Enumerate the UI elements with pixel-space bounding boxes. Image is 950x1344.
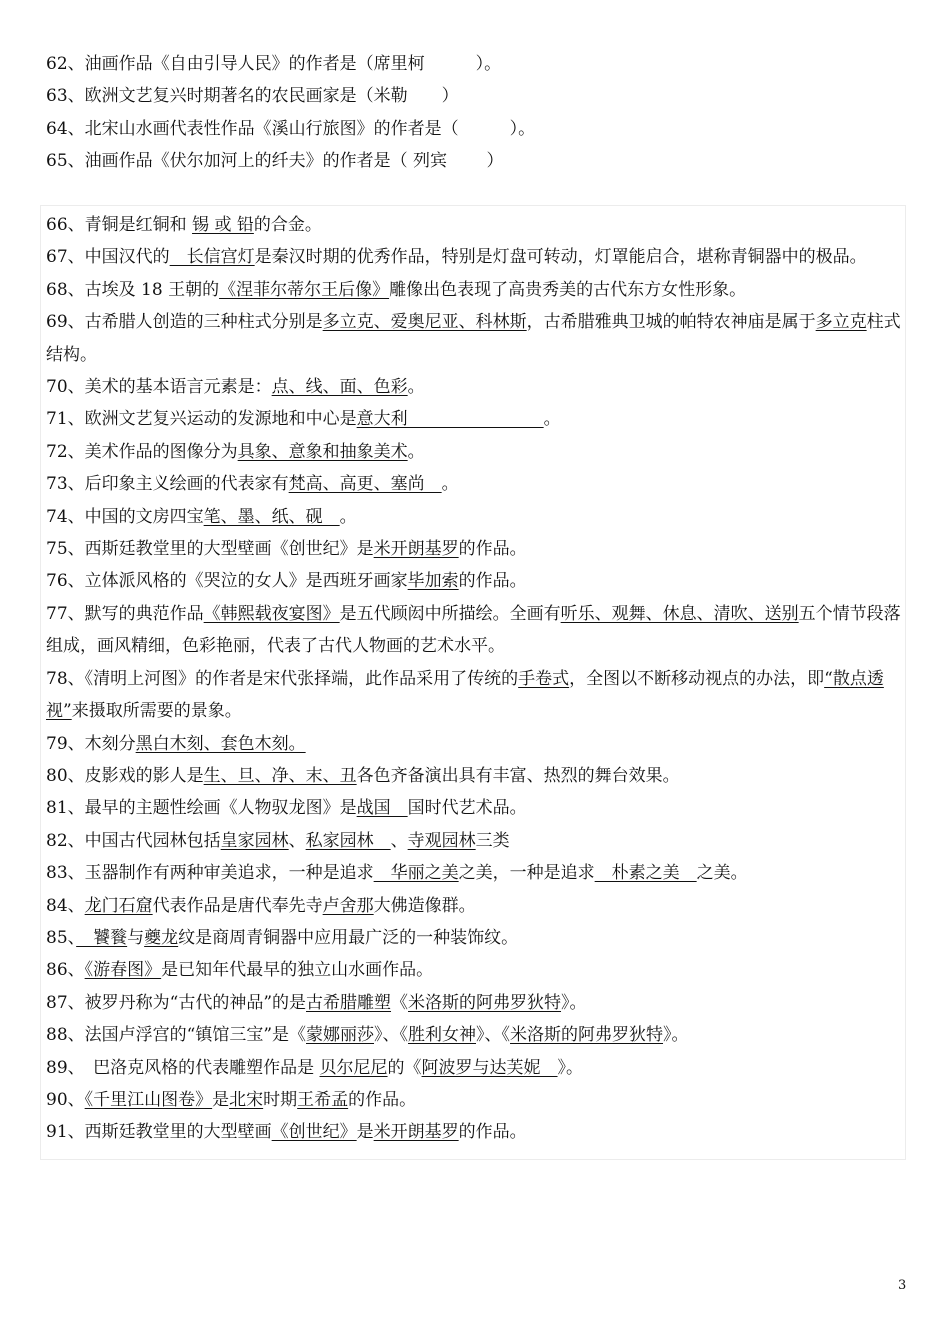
- answer-text: 寺观园林: [407, 830, 476, 851]
- question-text: 。: [543, 409, 561, 430]
- question-text: 雕像出色表现了高贵秀美的古代东方女性形象。: [389, 279, 747, 300]
- question-text: 71、欧洲文艺复兴运动的发源地和中心是: [46, 409, 357, 430]
- question-text: 86、: [46, 960, 85, 981]
- answer-text: 阿波罗与达芙妮: [421, 1057, 558, 1078]
- question-text: 》、《: [374, 1025, 409, 1046]
- question-line: [46, 598, 901, 663]
- question-line: [46, 890, 901, 922]
- question-line: [46, 792, 901, 824]
- question-line: [46, 241, 901, 273]
- question-line: [46, 663, 901, 728]
- question-text: 90、: [46, 1089, 85, 1110]
- question-text: 。: [407, 441, 425, 462]
- question-text: 66、青铜是红铜和: [46, 215, 193, 235]
- question-line: [46, 565, 901, 597]
- answer-text: 米开朗基罗: [373, 539, 459, 560]
- question-line: [46, 728, 901, 760]
- question-text: 三类: [475, 830, 510, 851]
- question-text: 是: [356, 1122, 374, 1143]
- question-text: 是五代顾闳中所描绘。全画有: [339, 603, 561, 624]
- question-text: 的作品。: [458, 539, 527, 560]
- question-line: 65、油画作品《伏尔加河上的纤夫》的作者是（ 列宾 ）: [46, 151, 504, 172]
- question-text: ，古希腊雅典卫城的帕特农神庙是属于: [526, 312, 816, 333]
- question-text: 的合金。: [253, 215, 322, 235]
- question-text: 76、立体派风格的《哭泣的女人》是西班牙画家: [46, 571, 408, 592]
- page-number: 3: [898, 1278, 907, 1293]
- answer-text: 贝尔尼尼: [319, 1057, 388, 1078]
- question-line: [46, 825, 901, 857]
- answer-text: 具象、意象和抽象美术: [237, 441, 408, 462]
- question-text: 、: [390, 830, 408, 851]
- question-text: 的作品。: [458, 1122, 527, 1143]
- answer-text: 《涅菲尔蒂尔王后像》: [219, 279, 390, 300]
- answer-text: 皇家园林: [220, 830, 289, 851]
- question-text: 87、被罗丹称为“古代的神品”的是: [46, 992, 307, 1013]
- answer-text: 卢舍那: [322, 895, 374, 916]
- question-text: 89、 巴洛克风格的代表雕塑作品是: [46, 1057, 320, 1078]
- question-text: 纹是商周青铜器中应用最广泛的一种装饰纹。: [178, 927, 519, 948]
- question-text: 》。: [561, 992, 587, 1013]
- question-text: 75、西斯廷教堂里的大型壁画《创世纪》是: [46, 539, 374, 560]
- question-text: 来摄取所需要的景象。: [71, 701, 242, 722]
- question-line: [46, 1116, 901, 1148]
- answer-box: [40, 205, 906, 1160]
- answer-text: 米洛斯的阿弗罗狄特: [408, 992, 562, 1013]
- question-text: 78、《清明上河图》的作者是宋代张择端，此作品采用了传统的: [46, 668, 519, 689]
- answer-text: 米洛斯的阿弗罗狄特: [510, 1025, 664, 1046]
- answer-text: 多立克: [815, 312, 867, 333]
- question-text: 77、默写的典范作品: [46, 603, 204, 624]
- question-text: 的《: [387, 1057, 422, 1078]
- question-text: 。: [339, 506, 357, 527]
- answer-text: 听乐、观舞、休息、清吹、送别: [560, 603, 799, 624]
- question-text: 的作品。: [348, 1089, 417, 1110]
- question-line: [46, 922, 901, 954]
- question-text: 》。: [663, 1025, 689, 1046]
- answer-text: 《千里江山图卷》: [84, 1089, 213, 1110]
- answer-text: 笔、墨、纸、砚: [203, 506, 340, 527]
- answer-text: 华丽之美: [373, 863, 459, 884]
- answer-text: 龙门石窟: [84, 895, 153, 916]
- question-text: 之美，一种是追求: [458, 863, 595, 884]
- question-line: [46, 436, 901, 468]
- question-line: 62、油画作品《自由引导人民》的作者是（席里柯 ）。: [46, 54, 502, 74]
- question-text: 72、美术作品的图像分为: [46, 441, 238, 462]
- question-line: [46, 403, 901, 435]
- answer-text: 《韩熙载夜宴图》: [203, 603, 340, 624]
- question-text: 时期: [263, 1089, 298, 1110]
- answer-text: 饕餮: [76, 927, 128, 948]
- question-line: [46, 1052, 901, 1084]
- question-text: 68、古埃及 18 王朝的: [46, 279, 220, 300]
- question-line: [46, 274, 901, 306]
- question-text: ，全图以不断移动视点的办法，即: [569, 668, 825, 689]
- answer-text: 锡 或 铅: [192, 215, 254, 235]
- question-text: 84、: [46, 895, 85, 916]
- answer-text: 蒙娜丽莎: [306, 1025, 375, 1046]
- answer-text: 手卷式: [518, 668, 570, 689]
- answer-text: 多立克、爱奥尼亚、科林斯: [322, 312, 527, 333]
- answer-text: “散点透视”: [46, 668, 884, 722]
- question-text: 《: [391, 992, 409, 1013]
- answer-text: 朴素之美: [594, 863, 697, 884]
- question-text: 各色齐备演出具有丰富、热烈的舞台效果。: [356, 765, 680, 786]
- question-text: 73、后印象主义绘画的代表家有: [46, 474, 289, 495]
- question-text: 74、中国的文房四宝: [46, 506, 204, 527]
- question-text: 70、美术的基本语言元素是：: [46, 377, 272, 398]
- answer-text: 意大利: [356, 409, 544, 430]
- answer-text: 王希孟: [297, 1089, 349, 1110]
- question-line: [46, 760, 901, 792]
- answer-text: 古希腊雕塑: [306, 992, 392, 1013]
- question-text: 80、皮影戏的影人是: [46, 765, 204, 786]
- question-line: 63、欧洲文艺复兴时期著名的农民画家是（米勒 ）: [46, 86, 459, 107]
- question-text: 81、最早的主题性绘画《人物驭龙图》是: [46, 798, 357, 819]
- answer-text: 点、线、面、色彩: [271, 377, 408, 398]
- question-line: 64、北宋山水画代表性作品《溪山行旅图》的作者是（ ）。: [46, 118, 536, 139]
- question-text: 国时代艺术品。: [407, 798, 527, 819]
- question-line: [46, 306, 901, 371]
- answer-text: 梵高、高更、塞尚: [288, 474, 442, 495]
- question-text: 大佛造像群。: [373, 895, 476, 916]
- question-text: 代表作品是唐代奉先寺: [152, 895, 323, 916]
- question-text: 》、《: [476, 1025, 511, 1046]
- answer-text: 私家园林: [305, 830, 391, 851]
- answer-text: 《创世纪》: [271, 1122, 357, 1143]
- question-line: [46, 1019, 901, 1051]
- answer-text: 胜利女神: [408, 1025, 477, 1046]
- question-line: [46, 501, 901, 533]
- question-line: [46, 209, 901, 241]
- question-text: 85、: [46, 927, 77, 948]
- question-text: 67、中国汉代的: [46, 247, 170, 268]
- answer-text: 北宋: [229, 1089, 264, 1110]
- question-line: [46, 1084, 901, 1116]
- question-line: [46, 857, 901, 889]
- question-text: 》。: [557, 1057, 584, 1078]
- answer-text: 长信宫灯: [169, 247, 255, 268]
- question-text: 88、法国卢浮宫的“镇馆三宝”是《: [46, 1025, 307, 1046]
- answer-text: 毕加索: [407, 571, 459, 592]
- question-text: 79、木刻分: [46, 733, 136, 754]
- answer-text: 生、旦、净、末、丑: [203, 765, 357, 786]
- question-text: 。: [441, 474, 459, 495]
- answer-text: 黑白木刻、套色木刻。: [135, 733, 306, 754]
- question-text: 是已知年代最早的独立山水画作品。: [161, 960, 434, 981]
- questions-62-65: [46, 48, 916, 178]
- question-text: 与: [127, 927, 145, 948]
- question-line: [46, 468, 901, 500]
- question-text: 91、西斯廷教堂里的大型壁画: [46, 1122, 272, 1143]
- answer-text: 战国: [356, 798, 408, 819]
- question-line: [46, 987, 901, 1019]
- answer-text: 《游春图》: [84, 960, 162, 981]
- question-text: 。: [407, 377, 425, 398]
- question-text: 柱式结构。: [46, 312, 901, 365]
- question-text: 是秦汉时期的优秀作品，特别是灯盘可转动，灯罩能启合，堪称青铜器中的极品。: [254, 247, 867, 268]
- question-text: 83、玉器制作有两种审美追求，一种是追求: [46, 863, 374, 884]
- question-text: 是: [212, 1089, 230, 1110]
- question-text: 82、中国古代园林包括: [46, 830, 221, 851]
- question-text: 69、古希腊人创造的三种柱式分别是: [46, 312, 323, 333]
- answer-text: 米开朗基罗: [373, 1122, 459, 1143]
- question-line: [46, 371, 901, 403]
- question-text: 之美。: [696, 863, 748, 884]
- answer-text: 夔龙: [144, 927, 179, 948]
- question-line: [46, 954, 901, 986]
- question-text: 的作品。: [458, 571, 527, 592]
- question-line: [46, 533, 901, 565]
- question-text: 五个情节段落组成，画风精细，色彩艳丽，代表了古代人物画的艺术水平。: [46, 603, 901, 657]
- question-text: 、: [288, 830, 306, 851]
